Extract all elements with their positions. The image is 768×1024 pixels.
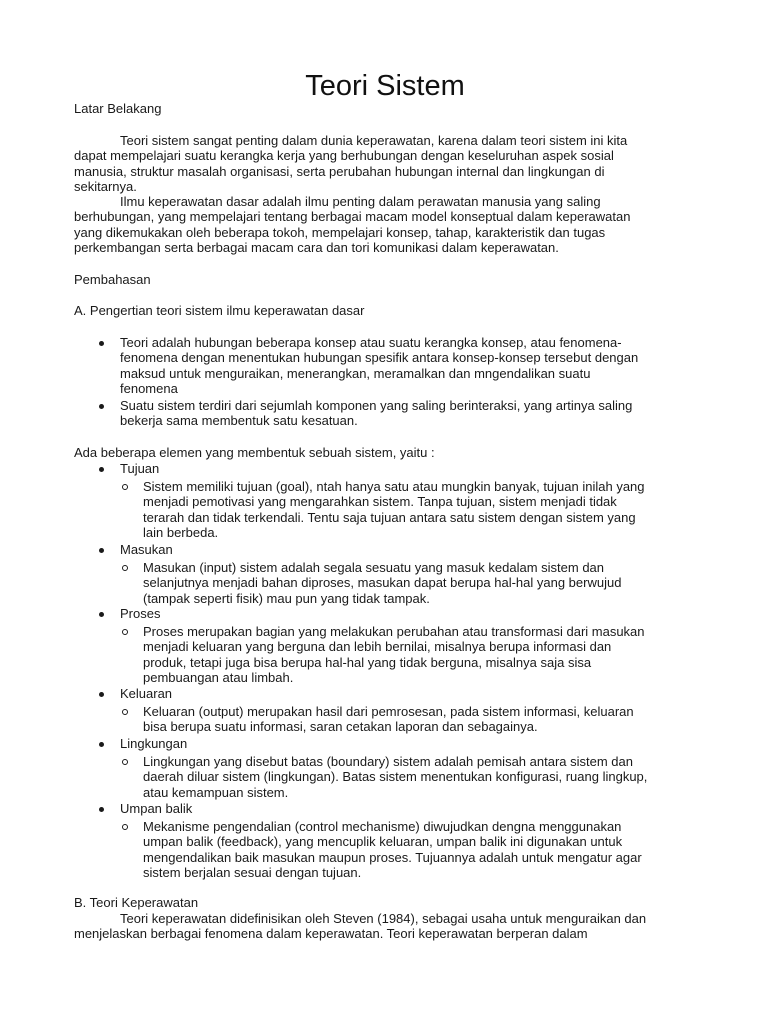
text-line: dapat mempelajari suatu kerangka kerja yang berhubungan dengan keseluruhan aspek sosial [74,148,614,164]
text-line: Masukan (input) sistem adalah segala sesuatu yang masuk kedalam sistem dan [143,560,605,575]
text-line: Lingkungan yang disebut batas (boundary) sistem adalah pemisah antara sistem dan [143,754,633,769]
element-masukan-desc [74,560,621,606]
text-line: Sistem memiliki tujuan (goal), ntah hanya satu atau mungkin banyak, tujuan inilah yang [143,479,645,494]
element-name-text: Lingkungan [120,736,188,751]
text-line: Teori adalah hubungan beberapa konsep atau suatu kerangka konsep, atau fenomena- [120,335,622,350]
text-line: Proses merupakan bagian yang melakukan perubahan atau transformasi dari masukan [143,624,645,639]
latar-heading: Latar Belakang [74,101,162,116]
text-line: menjelaskan berbagai fenomena dalam keperawatan. Teori keperawatan berperan dalam [74,926,588,942]
section-b-paragraph [74,911,646,942]
text-line: lain berbeda. [143,525,219,541]
element-name-text: Proses [120,606,161,621]
element-name [74,801,192,816]
text-line: atau kemampuan sistem. [143,784,289,800]
section-a-list [74,335,638,397]
sub-list-item [74,624,645,686]
list-item [74,335,638,397]
text-line: daerah diluar sistem (lingkungan). Batas sistem menentukan konfigurasi, ruang lingkup, [143,769,648,785]
pembahasan-heading: Pembahasan [74,272,151,287]
text-line: Suatu sistem terdiri dari sejumlah komponen yang saling berinteraksi, yang artinya saling [120,398,633,413]
sub-list-item [74,704,634,735]
text-line: sekitarnya. [74,179,137,195]
text-line: maksud untuk menguraikan, menerangkan, meramalkan dan mngendalikan suatu [120,365,591,381]
text-line: umpan balik (feedback), yang mencuplik keluaran, umpan balik ini digunakan untuk [143,834,623,850]
element-name [74,461,159,476]
latar-paragraph-1 [74,133,627,195]
element-umpan-balik-desc [74,819,642,881]
element-name [74,736,187,751]
text-line: Teori sistem sangat penting dalam dunia keperawatan, karena dalam teori sistem ini kita [120,133,628,148]
text-line: mengendalikan baik masukan maupun proses. Tujuannya adalah untuk mengatur agar [143,849,642,865]
text-line: terarah dan tidak terkendali. Tentu saja tujuan antara satu sistem dengan sistem yang [143,509,636,525]
element-lingkungan-desc [74,754,647,800]
text-line: pembuangan atau limbah. [143,670,294,686]
text-line: produk, tetapi juga bisa berupa hal-hal yang tidak berguna, misalnya saja sisa [143,654,592,670]
text-line: fenomena [120,381,178,397]
text-line: Teori keperawatan didefinisikan oleh Steven (1984), sebagai usaha untuk menguraikan dan [120,911,647,926]
element-tujuan-desc [74,479,645,541]
text-line: bisa berupa suatu informasi, saran cetakan laporan dan sebagainya. [143,719,538,735]
sub-list-item [74,819,642,881]
element-umpan-balik [74,801,192,816]
text-line: fenomena dengan menentukan hubungan spesifik antara konsep-konsep tersebut dengan [120,350,639,366]
section-a-list-2 [74,398,632,429]
element-name [74,686,172,701]
document-title: Teori Sistem [305,70,465,102]
element-name [74,606,160,621]
sub-list-item [74,479,645,541]
section-a-heading: A. Pengertian teori sistem ilmu keperawatan dasar [74,303,365,318]
element-name-text: Umpan balik [120,801,193,816]
text-line: menjadi keluaran yang berguna dan lebih bernilai, misalnya berupa informasi dan [143,639,612,655]
sub-list-item [74,754,647,800]
text-line: bekerja sama membentuk satu kesatuan. [120,413,358,429]
element-masukan [74,542,173,557]
text-line: Mekanisme pengendalian (control mechanisme) diwujudkan dengna menggunakan [143,819,622,834]
text-line: Ilmu keperawatan dasar adalah ilmu penting dalam perawatan manusia yang saling [120,194,601,209]
text-line: selanjutnya menjadi bahan diproses, masukan dapat berupa hal-hal yang berwujud [143,575,622,591]
element-lingkungan [74,736,187,751]
list-item [74,398,632,429]
text-line: yang dikemukakan oleh beberapa tokoh, mempelajari konsep, tahap, karakteristik dan tugas [74,224,606,240]
element-name-text: Keluaran [120,686,173,701]
text-line: Keluaran (output) merupakan hasil dari pemrosesan, pada sistem informasi, keluaran [143,704,634,719]
elements-intro: Ada beberapa elemen yang membentuk sebuah sistem, yaitu : [74,445,435,460]
text-line: berhubungan, yang mempelajari tentang berbagai macam model konseptual dalam keperawatan [74,209,631,225]
sub-list-item [74,560,621,606]
element-name [74,542,173,557]
element-name-text: Masukan [120,542,173,557]
element-name-text: Tujuan [120,461,160,476]
element-proses [74,606,160,621]
element-tujuan [74,461,159,476]
text-line: sistem berjalan sesuai dengan tujuan. [143,865,362,881]
section-b-heading: B. Teori Keperawatan [74,895,199,910]
element-keluaran [74,686,172,701]
text-line: (tampak seperti fisik) mau pun yang tidak tampak. [143,590,430,606]
latar-paragraph-2 [74,194,630,256]
text-line: perkembangan serta berbagai macam cara dan tori komunikasi dalam keperawatan. [74,240,559,256]
text-line: manusia, struktur masalah organisasi, serta perubahan hubungan internal dan lingkungan di [74,163,605,179]
element-proses-desc [74,624,645,686]
element-keluaran-desc [74,704,634,735]
text-line: menjadi pemotivasi yang mengarahkan sistem. Tanpa tujuan, sistem menjadi tidak [143,494,617,510]
